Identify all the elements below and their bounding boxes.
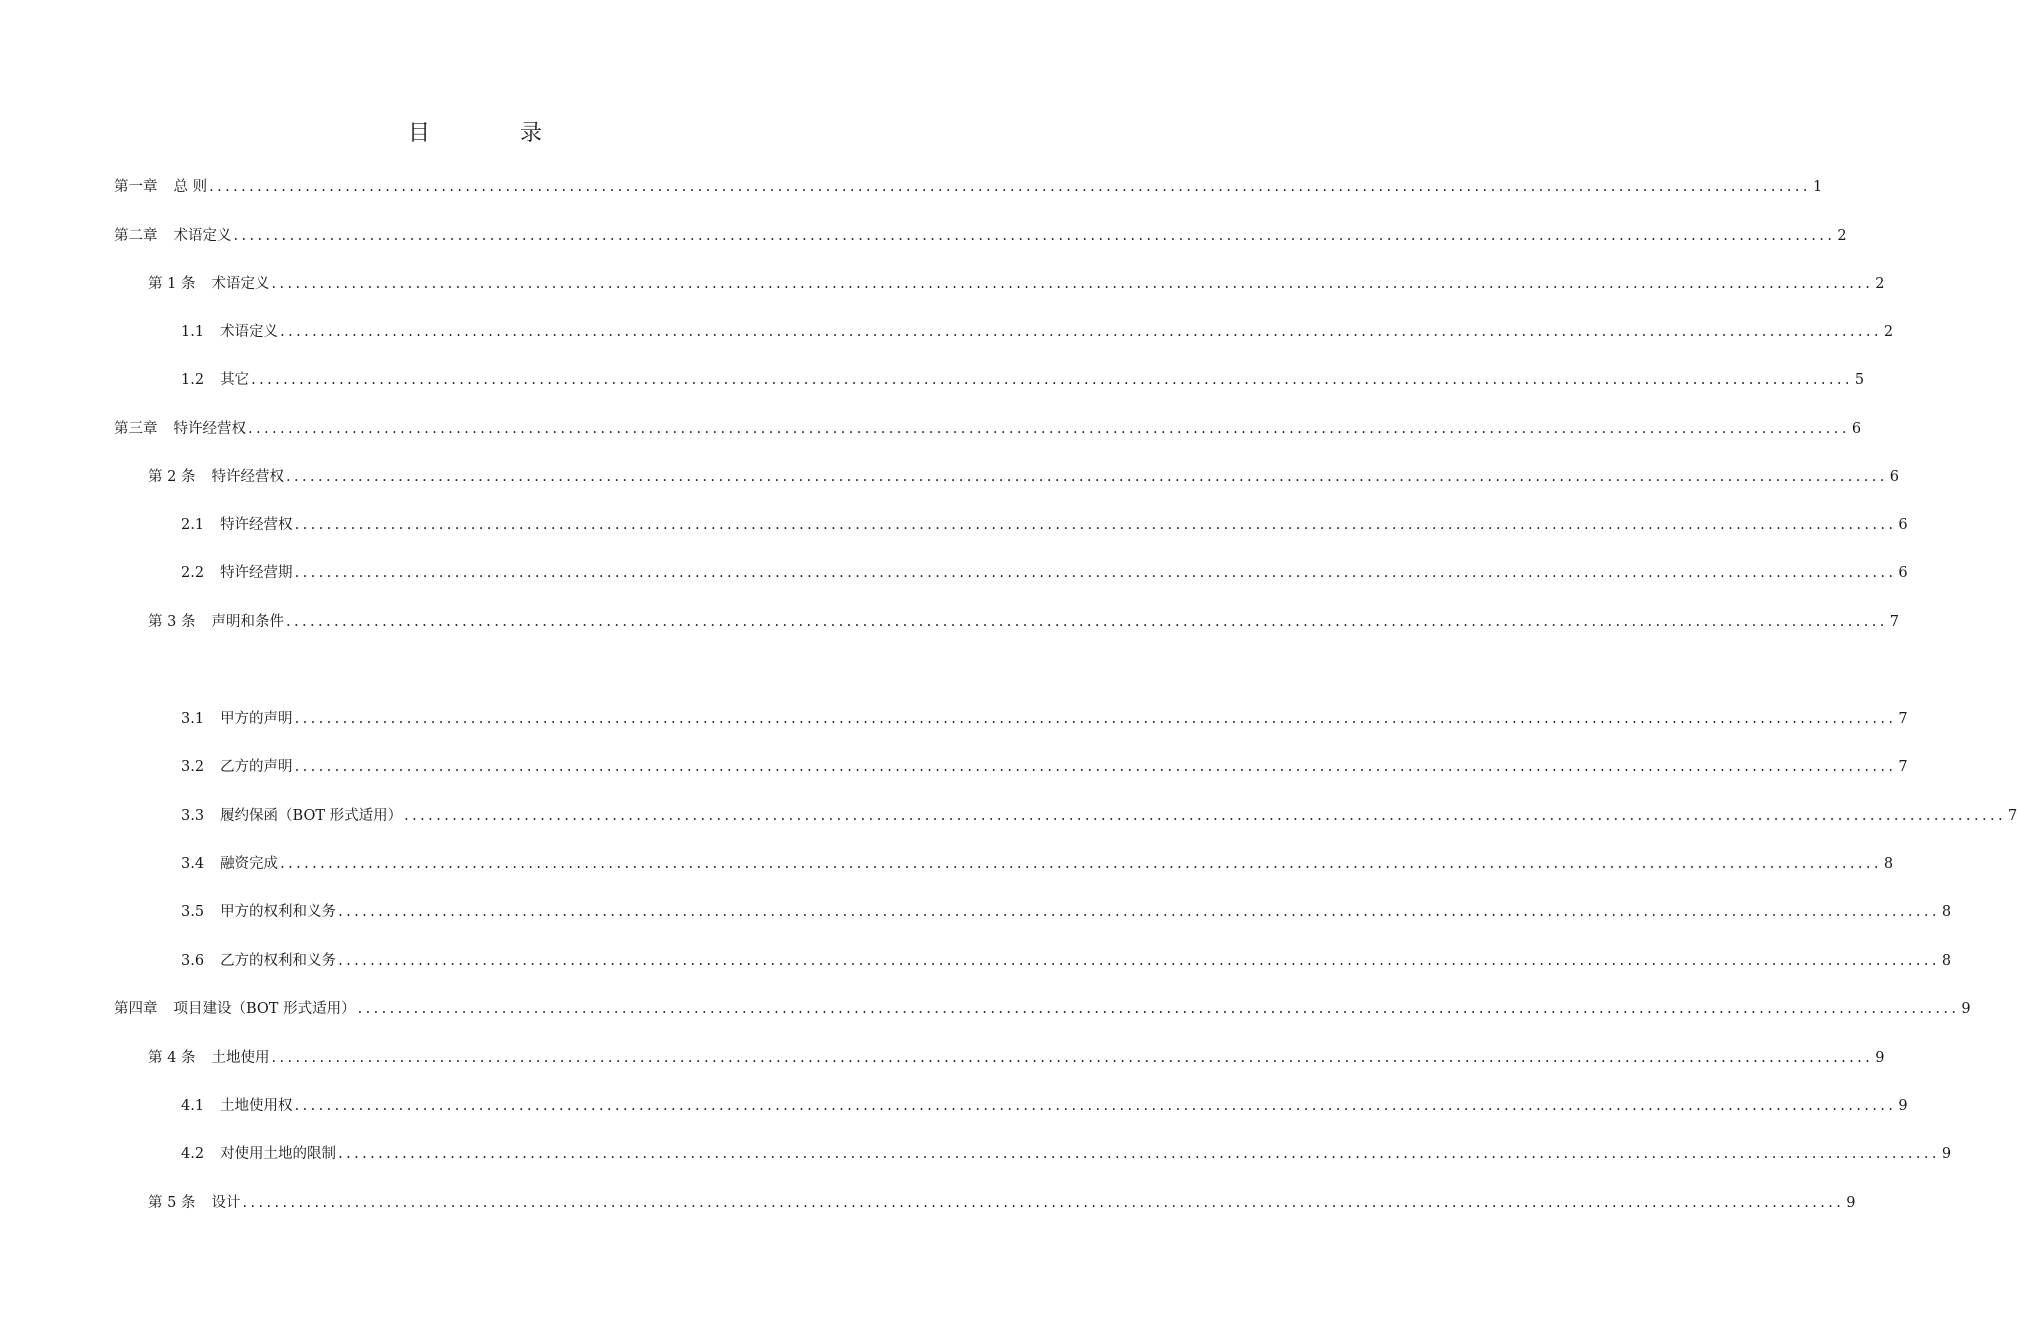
toc-entry-page: 9 [1875, 1050, 1885, 1066]
toc-entry-page: 7 [1898, 759, 1908, 775]
toc-entry[interactable] [181, 369, 1865, 391]
toc-entry-number: 1.1 [181, 324, 205, 340]
toc-entry-label: 特许经营权 [220, 517, 293, 533]
toc-entry-label: 声明和条件 [211, 614, 284, 630]
toc-entry-label: 设计 [211, 1195, 241, 1211]
toc-leader-dots: ........................................................................................................................................................................................................ [294, 565, 1897, 581]
toc-entry-number: 4.2 [181, 1146, 205, 1162]
toc-entry[interactable] [181, 1143, 1952, 1165]
toc-entry[interactable] [181, 950, 1952, 972]
toc-entry-number: 3.3 [181, 808, 205, 824]
toc-entry-number: 第二章 [114, 228, 158, 244]
toc-entry-label: 土地使用 [211, 1050, 270, 1066]
toc-leader-dots: ........................................................................................................................................................................................................ [338, 904, 1940, 920]
toc-leader-dots: ........................................................................................................................................................................................................ [248, 421, 1850, 437]
toc-entry-page: 6 [1898, 565, 1908, 581]
toc-entry-number: 3.4 [181, 856, 205, 872]
toc-entry[interactable] [181, 901, 1952, 923]
toc-entry-label: 总 则 [173, 179, 208, 195]
toc-entry-label: 土地使用权 [220, 1098, 293, 1114]
toc-entry-page: 5 [1854, 372, 1865, 388]
toc-leader-dots: ........................................................................................................................................................................................................ [338, 1146, 1940, 1162]
toc-entry-number: 2.2 [181, 565, 205, 581]
toc-entry-page: 9 [1898, 1098, 1908, 1114]
toc-entry-label: 特许经营权 [173, 421, 246, 437]
toc-entry-number: 3.1 [181, 711, 205, 727]
toc-entry-label: 履约保函（BOT 形式适用） [220, 808, 403, 824]
toc-entry[interactable] [148, 273, 1885, 295]
toc-entry-page: 2 [1883, 324, 1894, 340]
toc-entry-number: 4.1 [181, 1098, 205, 1114]
toc-entry-page: 6 [1889, 469, 1900, 485]
toc-entry[interactable] [181, 756, 1908, 778]
toc-entry-label: 乙方的声明 [220, 759, 293, 775]
toc-entry-label: 甲方的权利和义务 [220, 904, 337, 920]
toc-leader-dots: ........................................................................................................................................................................................................ [251, 372, 1853, 388]
toc-entry-page: 8 [1941, 953, 1952, 969]
toc-entry-number: 第一章 [114, 179, 158, 195]
toc-entry[interactable] [114, 418, 1862, 440]
toc-entry-label: 术语定义 [173, 228, 232, 244]
toc-entry-number: 第 2 条 [148, 469, 196, 485]
toc-entry-page: 8 [1941, 904, 1952, 920]
toc-entry-label: 对使用土地的限制 [220, 1146, 337, 1162]
toc-entry-label: 甲方的声明 [220, 711, 293, 727]
toc-entry[interactable] [114, 176, 1823, 198]
toc-entry[interactable] [181, 853, 1894, 875]
toc-leader-dots: ........................................................................................................................................................................................................ [285, 614, 1888, 630]
toc-entry-page: 6 [1898, 517, 1908, 533]
toc-leader-dots: ........................................................................................................................................................................................................ [271, 1050, 1874, 1066]
toc-leader-dots: ........................................................................................................................................................................................................ [242, 1195, 1845, 1211]
toc-leader-dots: ........................................................................................................................................................................................................ [404, 808, 2006, 824]
toc-entry[interactable] [181, 1095, 1908, 1117]
toc-entry-number: 第 1 条 [148, 276, 196, 292]
toc-entry[interactable] [148, 1047, 1885, 1069]
toc-entry-label: 特许经营权 [211, 469, 284, 485]
toc-entry-label: 项目建设（BOT 形式适用） [173, 1001, 356, 1017]
toc-entry-page: 9 [1941, 1146, 1952, 1162]
toc-leader-dots: ........................................................................................................................................................................................................ [294, 1098, 1897, 1114]
toc-leader-dots: ........................................................................................................................................................................................................ [233, 228, 1836, 244]
toc-entry-label: 术语定义 [211, 276, 270, 292]
toc-entry-page: 9 [1961, 1001, 1971, 1017]
toc-entry[interactable] [181, 805, 2017, 827]
toc-entry-number: 第三章 [114, 421, 158, 437]
toc-leader-dots: ........................................................................................................................................................................................................ [285, 469, 1888, 485]
toc-entry-label: 术语定义 [220, 324, 279, 340]
toc-entry-page: 7 [1889, 614, 1900, 630]
toc-leader-dots: ........................................................................................................................................................................................................ [280, 856, 1882, 872]
toc-entry-label: 特许经营期 [220, 565, 293, 581]
toc-leader-dots: ........................................................................................................................................................................................................ [294, 711, 1897, 727]
toc-entry[interactable] [148, 611, 1900, 633]
toc-leader-dots: ........................................................................................................................................................................................................ [338, 953, 1940, 969]
toc-entry-number: 第 3 条 [148, 614, 196, 630]
toc-leader-dots: ........................................................................................................................................................................................................ [271, 276, 1874, 292]
toc-entry-number: 第四章 [114, 1001, 158, 1017]
toc-leader-dots: ........................................................................................................................................................................................................ [294, 759, 1897, 775]
toc-entry-label: 融资完成 [220, 856, 279, 872]
toc-entry-number: 3.5 [181, 904, 205, 920]
toc-entry[interactable] [181, 562, 1908, 584]
toc-leader-dots: ........................................................................................................................................................................................................ [294, 517, 1897, 533]
toc-entry-page: 1 [1812, 179, 1823, 195]
toc-entry[interactable] [114, 225, 1847, 247]
toc-entry-page: 2 [1875, 276, 1885, 292]
toc-entry-number: 第 5 条 [148, 1195, 196, 1211]
toc-entry[interactable] [114, 998, 1971, 1020]
toc-entry-number: 2.1 [181, 517, 205, 533]
toc-entry[interactable] [148, 1192, 1856, 1214]
toc-entry-number: 1.2 [181, 372, 205, 388]
toc-entry[interactable] [148, 466, 1900, 488]
toc-entry-page: 7 [1898, 711, 1908, 727]
toc-entry-page: 8 [1883, 856, 1894, 872]
toc-entry-page: 7 [2007, 808, 2017, 824]
toc-entry-page: 9 [1846, 1195, 1856, 1211]
toc-entry-page: 6 [1851, 421, 1862, 437]
toc-entry-label: 乙方的权利和义务 [220, 953, 337, 969]
toc-entry-number: 3.2 [181, 759, 205, 775]
toc-entry-number: 3.6 [181, 953, 205, 969]
toc-title: 目 录 [407, 121, 576, 146]
toc-entry[interactable] [181, 708, 1908, 730]
toc-leader-dots: ........................................................................................................................................................................................................ [357, 1001, 1960, 1017]
toc-entry-label: 其它 [220, 372, 250, 388]
toc-entry[interactable] [181, 514, 1908, 536]
toc-entry-number: 第 4 条 [148, 1050, 196, 1066]
toc-leader-dots: ........................................................................................................................................................................................................ [209, 179, 1811, 195]
toc-entry[interactable] [181, 321, 1894, 343]
toc-entry-page: 2 [1837, 228, 1847, 244]
toc-leader-dots: ........................................................................................................................................................................................................ [280, 324, 1882, 340]
